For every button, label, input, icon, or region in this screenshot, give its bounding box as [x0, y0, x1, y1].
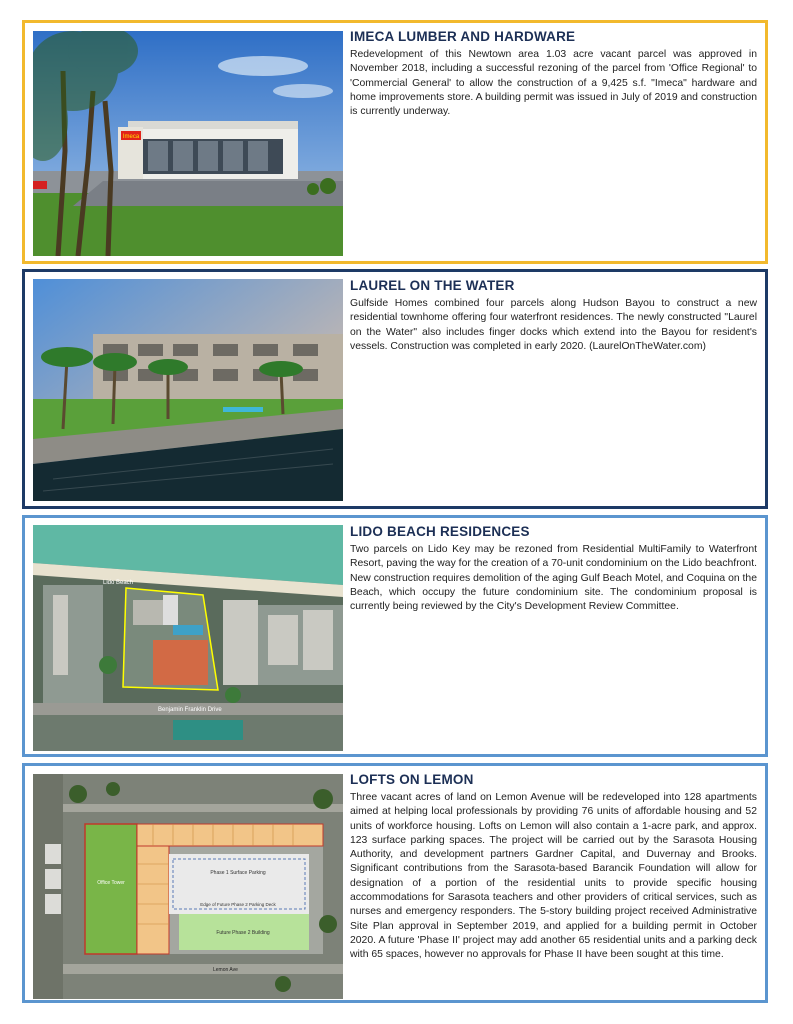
store-sign-text: Imeca — [122, 134, 140, 140]
plan-label-street: Lemon Ave — [213, 967, 238, 973]
project-card-lido — [22, 515, 768, 757]
laurel-text-block — [350, 278, 757, 354]
plan-label-edge: Edge of Future Phase 2 Parking Deck — [200, 902, 276, 907]
imeca-rendering-image — [33, 31, 343, 256]
plan-label-office: Office Tower — [97, 880, 125, 886]
laurel-description: Gulfside Homes combined four parcels along Hudson Bayou to construct a new residential townhome offering four waterfront residences. The newly constructed "Laurel on the Water" also includes finger docks which extend into the Bayou for resident's vessels. Construction was completed in early 2020. (LaurelOnTheWater.com) — [350, 298, 757, 352]
lido-description: Two parcels on Lido Key may be rezoned from Residential MultiFamily to Waterfront Resort, paving the way for the creation of a 70-unit condominium on the Lido beachfront. New construction requires demolition of the aging Gulf Beach Motel, and Coquina on the Beach, which occupy the future condominium site. The condominium proposal is currently being reviewed by the City's Development Review Committee. — [350, 544, 757, 613]
laurel-rendering-image — [33, 279, 343, 501]
lido-aerial-image — [33, 525, 343, 751]
lido-title: LIDO BEACH RESIDENCES — [350, 524, 530, 539]
lofts-description: Three vacant acres of land on Lemon Avenue will be redeveloped into 128 apartments aimed at helping local professionals by providing 76 units of affordable housing and 52 units of workforce housing. Lofts on Lemon will also contain a 1-acre park, and approx. 123 surface parking spaces. The project will be carried out by the Sarasota Housing Authority, and development partners Gardner Capital, and Duvernay and Brooks. Significant contributions from the Sarasota-based Barancik Foundation will allow for designation of a portion of the residential units to provide specific housing accommodations for Sarasota teachers and other providers of critical services, such as nurses and emergency responders. The 5-story building project received Administrative Site Plan approval in September 2019, and applied for a building permit in October 2020. A future 'Phase II' project may add another 65 residential units and a parking deck with 65 spaces, however no approvals for Phase II have been sought at this time. — [350, 792, 757, 961]
laurel-title: LAUREL ON THE WATER — [350, 278, 515, 293]
map-label-beach: Lido Beach — [103, 580, 134, 586]
lofts-title: LOFTS ON LEMON — [350, 772, 474, 787]
imeca-text-block — [350, 29, 757, 119]
lofts-text-block — [350, 772, 757, 963]
project-card-lofts — [22, 763, 768, 1003]
lofts-site-plan-image — [33, 774, 343, 999]
project-card-imeca — [22, 20, 768, 264]
plan-label-parking: Phase 1 Surface Parking — [210, 870, 266, 876]
imeca-title: IMECA LUMBER AND HARDWARE — [350, 29, 576, 44]
plan-label-building: Future Phase 2 Building — [216, 930, 270, 936]
imeca-description: Redevelopment of this Newtown area 1.03 acre vacant parcel was approved in November 2018, including a successful rezoning of the parcel from 'Office Regional' to 'Commercial General' to allow the construction of a 9,425 s.f. "Imeca" hardware and home improvements store. A building permit was issued in July of 2019 and construction is currently underway. — [350, 49, 757, 118]
map-label-drive: Benjamin Franklin Drive — [158, 707, 222, 713]
lido-text-block — [350, 524, 757, 614]
project-card-laurel — [22, 269, 768, 509]
